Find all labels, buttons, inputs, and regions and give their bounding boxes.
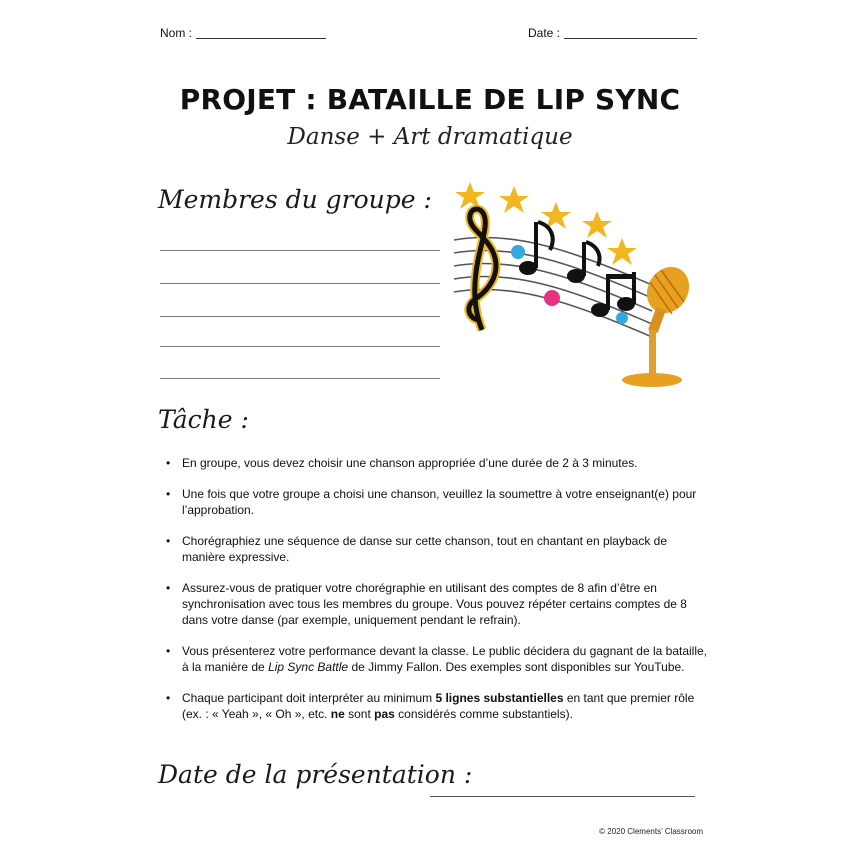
date-label: Date : [528, 26, 561, 40]
bullet-icon: • [166, 456, 171, 470]
list-item: • Une fois que votre groupe a choisi une chanson, veuillez la soumettre à votre enseignant(e) pour l’approbation. [166, 487, 697, 517]
treble-clef-icon [469, 209, 496, 330]
date-line[interactable] [564, 26, 697, 39]
members-heading: Membres du groupe : [158, 185, 432, 214]
task-heading: Tâche : [158, 405, 249, 434]
member-line-3[interactable] [160, 316, 440, 317]
member-line-1[interactable] [160, 250, 440, 251]
date-field[interactable] [528, 26, 697, 40]
bullet-icon: • [166, 644, 171, 658]
list-item: • Vous présenterez votre performance devant la classe. Le public décidera du gagnant de la bataille, à la manière de Lip Sync Battle de Jimmy Fallon. Des exemples sont disponibles sur YouTube. [166, 644, 707, 674]
bullet-icon: • [166, 691, 171, 705]
name-field[interactable] [160, 26, 326, 40]
task-list [162, 455, 707, 737]
name-line[interactable] [196, 26, 326, 39]
presentation-date-line[interactable] [430, 796, 695, 797]
copyright-notice: © 2020 Clements’ Classroom [599, 827, 703, 836]
music-microphone-illustration [452, 180, 697, 395]
page-title: PROJET : BATAILLE DE LIP SYNC [179, 83, 681, 116]
presentation-date-heading: Date de la présentation : [158, 760, 473, 789]
member-line-2[interactable] [160, 283, 440, 284]
member-line-5[interactable] [160, 378, 440, 379]
list-item: • Chaque participant doit interpréter au minimum 5 lignes substantielles en tant que premier rôle (ex. : « Yeah », « Oh », etc. ne sont pas considérés comme substantiels). [166, 691, 695, 721]
bullet-icon: • [166, 487, 171, 501]
member-line-4[interactable] [160, 346, 440, 347]
list-item: • Chorégraphiez une séquence de danse sur cette chanson, tout en chantant en playback de manière expressive. [166, 534, 668, 564]
page-subtitle: Danse + Art dramatique [287, 124, 573, 150]
name-label: Nom : [160, 26, 193, 40]
list-item: • Assurez-vous de pratiquer votre chorégraphie en utilisant des comptes de 8 afin d’être en synchronisation avec tous les membres du groupe. Vous pouvez répéter certains comptes de 8 dans votre danse (par exemple, uniquement pendant le refrain). [166, 581, 687, 627]
bullet-icon: • [166, 534, 171, 548]
list-item: • En groupe, vous devez choisir une chanson appropriée d’une durée de 2 à 3 minutes. [166, 456, 638, 470]
bullet-icon: • [166, 581, 171, 595]
